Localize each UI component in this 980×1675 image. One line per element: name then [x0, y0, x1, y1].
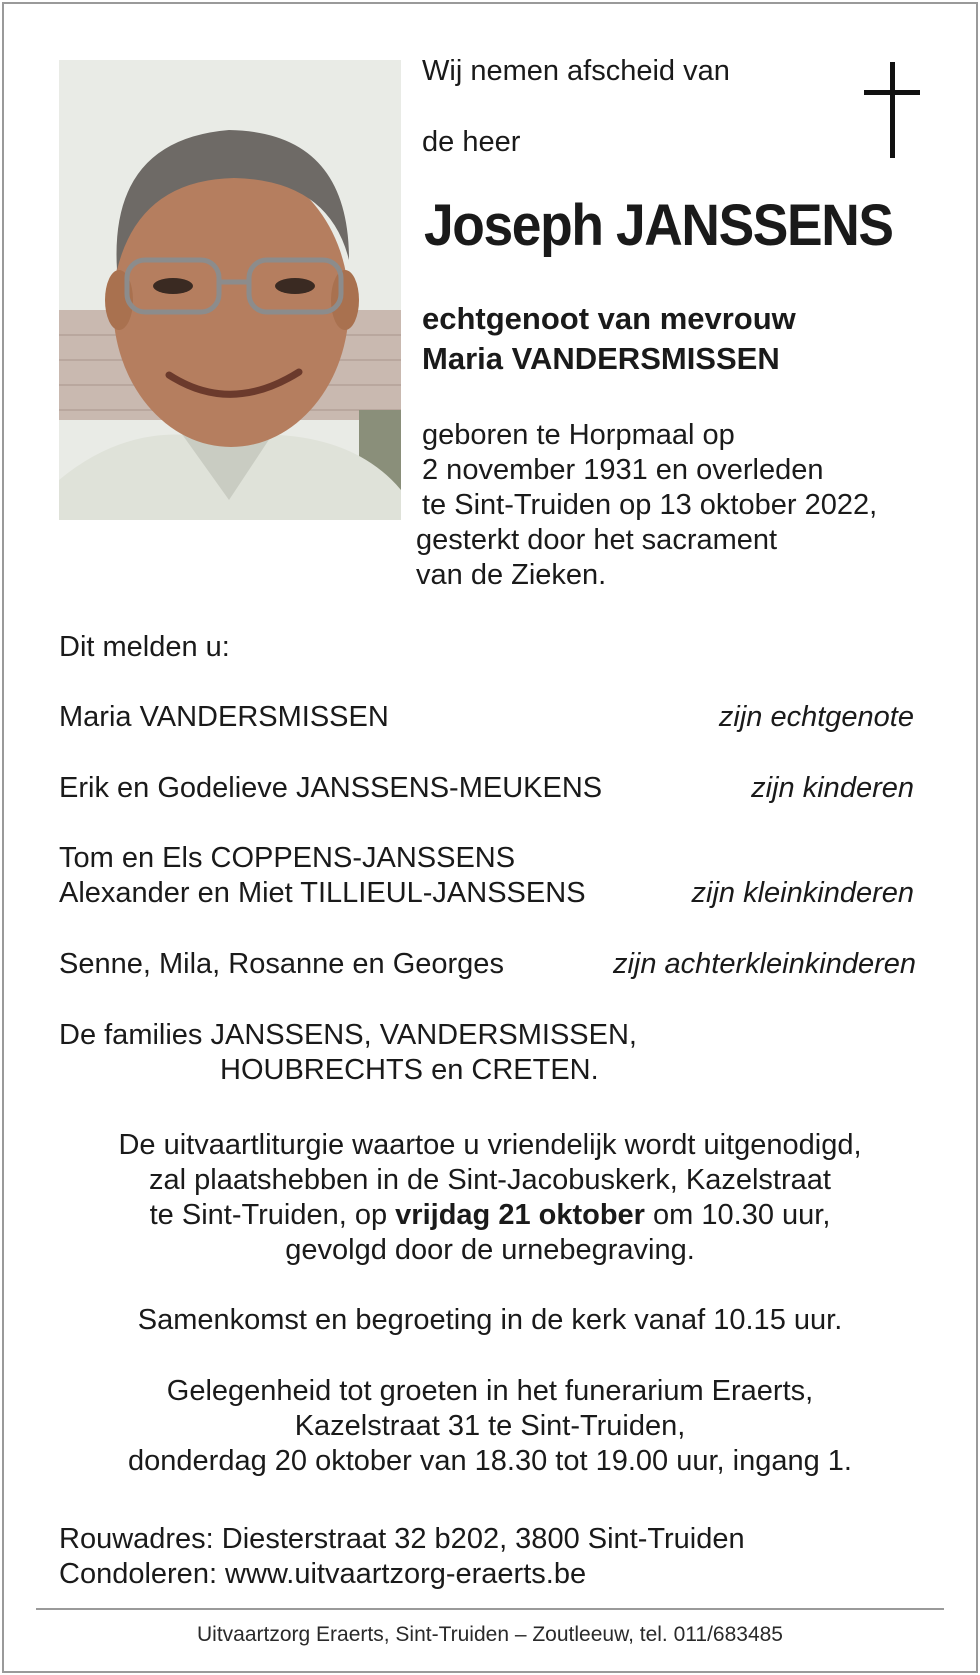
- relative-names: Senne, Mila, Rosanne en Georges: [59, 948, 504, 980]
- title-text: de heer: [422, 126, 521, 158]
- relative-relation: zijn achterkleinkinderen: [612, 948, 916, 980]
- footer-text: Uitvaartzorg Eraerts, Sint-Truiden – Zoutleeuw, tel. 011/683485: [197, 1623, 783, 1646]
- ceremony-line-2: zal plaatshebben in de Sint-Jacobuskerk, Kazelstraat: [149, 1164, 831, 1196]
- mourning-address: Rouwadres: Diesterstraat 32 b202, 3800 Sint-Truiden: [59, 1523, 745, 1555]
- ceremony-text: te Sint-Truiden, op: [149, 1199, 396, 1231]
- families-line-1: De families JANSSENS, VANDERSMISSEN,: [59, 1019, 637, 1051]
- cross-icon: [864, 62, 924, 158]
- ceremony-text: om 10.30 uur,: [644, 1199, 831, 1231]
- ceremony-line-3: [0, 1198, 980, 1232]
- visitation-line-2: Kazelstraat 31 te Sint-Truiden,: [294, 1410, 686, 1442]
- deceased-name: Joseph JANSSENS: [424, 193, 893, 258]
- relative-relation: zijn echtgenote: [718, 701, 914, 733]
- ceremony-line-1: De uitvaartliturgie waartoe u vriendelijk wordt uitgenodigd,: [118, 1129, 862, 1161]
- ceremony-line-4: gevolgd door de urnebegraving.: [285, 1234, 695, 1266]
- condolences-link[interactable]: Condoleren: www.uitvaartzorg-eraerts.be: [59, 1558, 587, 1590]
- spouse-line-1: echtgenoot van mevrouw: [422, 301, 796, 336]
- birth-line: te Sint-Truiden op 13 oktober 2022,: [422, 489, 878, 521]
- birth-line: 2 november 1931 en overleden: [422, 454, 824, 486]
- relative-relation: zijn kinderen: [751, 772, 914, 804]
- relative-names: Erik en Godelieve JANSSENS-MEUKENS: [59, 772, 603, 804]
- relative-names: Maria VANDERSMISSEN: [59, 701, 389, 733]
- relative-names: Alexander en Miet TILLIEUL-JANSSENS: [59, 877, 586, 909]
- visitation-line-1: Gelegenheid tot groeten in het funerarium Eraerts,: [166, 1375, 814, 1407]
- portrait-photo: [59, 60, 401, 520]
- gathering-text: Samenkomst en begroeting in de kerk vanaf 10.15 uur.: [137, 1304, 843, 1336]
- announcement-intro: Dit melden u:: [59, 631, 230, 663]
- families-line-2: HOUBRECHTS en CRETEN.: [220, 1054, 599, 1086]
- ceremony-date: vrijdag 21 oktober: [395, 1199, 645, 1231]
- relative-relation: zijn kleinkinderen: [691, 877, 914, 909]
- visitation-line-3: donderdag 20 oktober van 18.30 tot 19.00 uur, ingang 1.: [128, 1445, 852, 1477]
- footer-divider: [36, 1608, 944, 1610]
- relative-names: Tom en Els COPPENS-JANSSENS: [59, 842, 516, 874]
- birth-line: geboren te Horpmaal op: [422, 419, 735, 451]
- spouse-line-2: Maria VANDERSMISSEN: [422, 341, 780, 376]
- birth-line: van de Zieken.: [416, 559, 607, 591]
- birth-line: gesterkt door het sacrament: [416, 524, 778, 556]
- intro-text: Wij nemen afscheid van: [422, 55, 730, 87]
